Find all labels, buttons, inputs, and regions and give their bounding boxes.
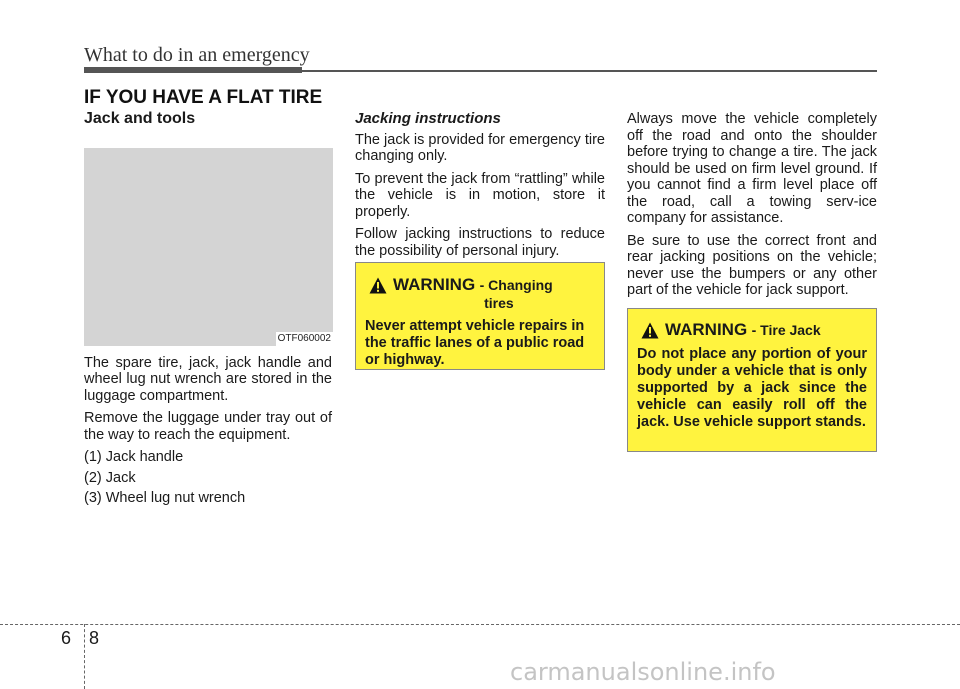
running-header: What to do in an emergency <box>84 44 310 66</box>
warning-header <box>637 320 867 340</box>
warning-body: Do not place any portion of your body under a vehicle that is only supported by a jack since the vehicle can easily roll off the jack. Use vehicle support stands. <box>637 346 867 430</box>
warning-triangle-icon <box>641 322 659 339</box>
chapter-number: 6 <box>61 628 72 648</box>
watermark: carmanualsonline.info <box>510 658 776 686</box>
column-right <box>627 111 877 305</box>
paragraph: Remove the luggage under tray out of the way to reach the equipment. <box>84 410 332 443</box>
warning-subtitle-line2: tires <box>484 295 514 311</box>
warning-label: WARNING <box>665 320 748 339</box>
paragraph: Always move the vehicle completely off the road and onto the shoulder before trying to change a tire. The jack should be used on firm level ground. If you cannot find a firm level place off the road, call a towing serv-ice company for assistance. <box>627 111 877 226</box>
list-item: (2) Jack <box>84 469 136 486</box>
warning-body: Never attempt vehicle repairs in the traffic lanes of a public road or highway. <box>365 318 585 368</box>
figure-label: OTF060002 <box>277 332 331 344</box>
section-title: IF YOU HAVE A FLAT TIRE <box>84 87 323 108</box>
warning-subtitle: - Changing <box>479 277 553 293</box>
header-rule-thin <box>302 70 877 72</box>
figure-jack-and-tools <box>84 148 333 346</box>
list-item: (3) Wheel lug nut wrench <box>84 490 246 506</box>
footer-rule <box>0 624 960 625</box>
paragraph: Follow jacking instructions to reduce the possibility of personal injury. <box>355 226 605 259</box>
warning-box-tire-jack <box>627 308 877 452</box>
paragraph: To prevent the jack from “rattling” while the vehicle is in motion, store it properly. <box>355 170 605 220</box>
warning-box-changing-tires <box>355 262 605 370</box>
warning-triangle-icon <box>369 277 387 294</box>
column-left <box>84 111 332 511</box>
warning-label: WARNING <box>393 275 476 294</box>
warning-subtitle: - Tire Jack <box>751 322 821 338</box>
paragraph: The jack is provided for emergency tire changing only. <box>355 131 605 164</box>
heading-jack-and-tools: Jack and tools <box>84 110 196 127</box>
paragraph: Be sure to use the correct front and rear jacking positions on the vehicle; never use the bumpers or any other part of the vehicle for jack support. <box>627 232 877 298</box>
list-item: (1) Jack handle <box>84 449 184 465</box>
footer-divider <box>84 624 85 689</box>
page-number: 8 <box>89 628 100 648</box>
warning-header <box>365 275 596 312</box>
column-middle <box>355 111 605 265</box>
header-rule-thick <box>84 67 302 73</box>
paragraph: The spare tire, jack, jack handle and wheel lug nut wrench are stored in the luggage compartment. <box>84 354 332 404</box>
heading-jacking-instructions: Jacking instructions <box>355 110 501 127</box>
